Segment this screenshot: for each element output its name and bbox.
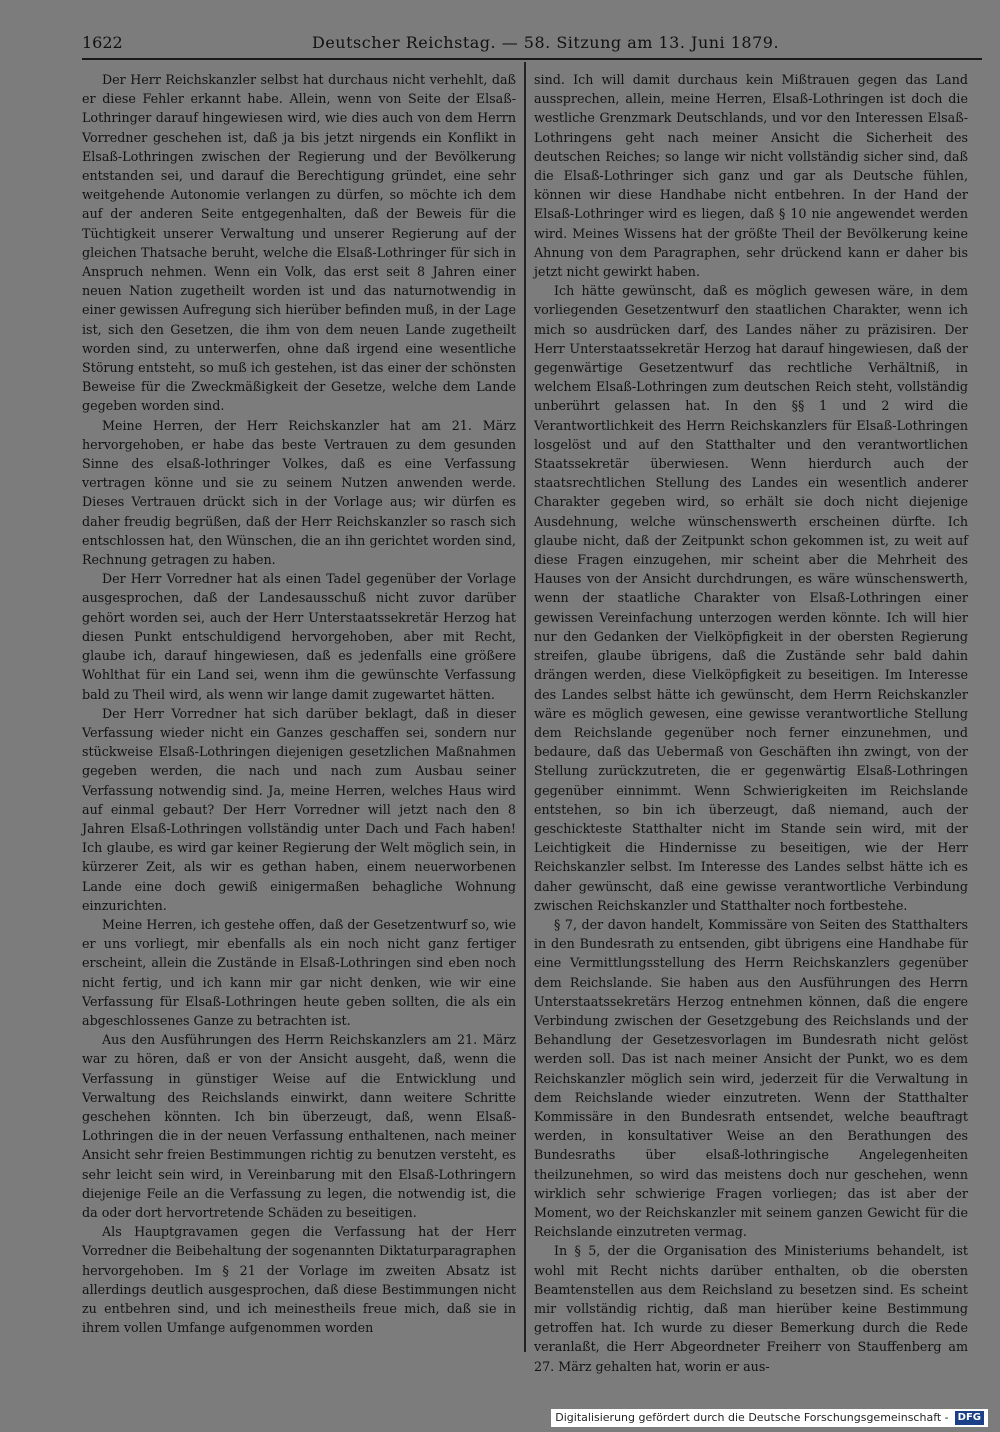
paragraph: Meine Herren, der Herr Reichskanzler hat am 21. März hervorgehoben, er habe das beste Vertrauen zu dem gesunden Sinne des elsaß-lothringer Volkes, daß es eine Verfassung vertragen könne und sie zu seinem Nutzen anwenden werde. Dieses Vertrauen drückt sich in der Vorlage aus; wir dürfen es daher freudig begrüßen, daß der Herr Reichskanzler so rasch sich entschlossen hat, den Wünschen, die an ihn gerichtet worden sind, Rechnung getragen zu haben. xyxy=(82,417,516,568)
paragraph: Der Herr Vorredner hat sich darüber beklagt, daß in dieser Verfassung wieder nicht ein Ganzes geschaffen sei, sondern nur stückweise Elsaß-Lothringen diejenigen gesetzlichen Maßnahmen gegeben werden, die nach und nach zum Ausbau seiner Verfassung notwendig sind. Ja, meine Herren, welches Haus wird auf einmal gebaut? Der Herr Vorredner will jetzt nach den 8 Jahren Elsaß-Lothringen vollständig unter Dach und Fach haben! Ich glaube, es wird gar keiner Regierung der Welt möglich sein, in kürzerer Zeit, als wir es gethan haben, einem neuerworbenen Lande eine doch gewiß einigermaßen behagliche Wohnung einzurichten. xyxy=(82,705,516,913)
paragraph: Der Herr Vorredner hat als einen Tadel gegenüber der Vorlage ausgesprochen, daß der Landesausschuß nicht zuvor darüber gehört worden sei, auch der Herr Unterstaatssekretär Herzog hat diesen Punkt entschuldigend hervorgehoben, aber mit Recht, glaube ich, darauf hingewiesen, daß es jedenfalls eine größere Wohlthat für ein Land sei, wenn ihm die gewünschte Verfassung bald zu Theil wird, als wenn wir lange damit zugewartet hätten. xyxy=(82,571,516,702)
page-number: 1622 xyxy=(82,33,123,52)
paragraph: Ich hätte gewünscht, daß es möglich gewesen wäre, in dem vorliegenden Gesetzentwurf den staatlichen Charakter, wenn ich mich so ausdrücken darf, des Landes näher zu präzisiren. Der Herr Unterstaatssekretär Herzog hat darauf hingewiesen, daß der gegenwärtige Gesetzentwurf das rechtliche Verhältniß, in welchem Elsaß-Lothringen zum deutschen Reich steht, vollständig unberührt gelassen hat. In den §§ 1 und 2 wird die Verantwortlichkeit des Herrn Reichskanzlers für Elsaß-Lothringen losgelöst und auf den Statthalter und den verantwortlichen Staatssekretär überwiesen. Wenn hierdurch auch der staatsrechtlichen Stellung des Landes ein wesentlich anderer Charakter gegeben wird, so erhält sie doch nicht diejenige Ausdehnung, welche wünschenswerth erscheinen dürfte. Ich glaube nicht, daß der Zeitpunkt schon gekommen ist, zu weit auf diese Fragen einzugehen, mir scheint aber die Mehrheit des Hauses von der Ansicht durchdrungen, es wäre wünschenswerth, wenn der staatliche Charakter von Elsaß-Lothringen einer gewissen Vereinfachung unterzogen werden könnte. Ich will hier nur den Gedanken der Vielköpfigkeit in der obersten Regierung streifen, glaube übrigens, daß die Zustände sehr bald dahin drängen werden, diese Vielköpfigkeit zu beseitigen. Im Interesse des Landes selbst hätte ich gewünscht, dem Herrn Reichskanzler wäre es möglich gewesen, eine gewisse verantwortliche Stellung dem Reichslande gegenüber noch ferner einzunehmen, und bedaure, daß das Uebermaß von Geschäften ihn zwingt, von der Stellung zurückzutreten, die er gegenwärtig Elsaß-Lothringen gegenüber einnimmt. Wenn Schwierigkeiten im Reichslande entstehen, so bin ich überzeugt, daß niemand, auch der geschickteste Statthalter nicht im Stande sein wird, mit der Leichtigkeit die Hindernisse zu beseitigen, wie der Herr Reichskanzler selbst. Im Interesse des Landes selbst hätte ich es daher gewünscht, daß eine gewisse verantwortliche Verbindung zwischen Reichskanzler und Statthalter noch fortbestehe. xyxy=(534,283,968,913)
right-column xyxy=(534,70,968,1374)
paragraph: sind. Ich will damit durchaus kein Mißtrauen gegen das Land aussprechen, allein, meine Herren, Elsaß-Lothringen ist doch die westliche Grenzmark Deutschlands, und vor den Interessen Elsaß-Lothringens geht nach meiner Ansicht die Sicherheit des deutschen Reiches; so lange wir nicht vollständig sicher sind, daß die Elsaß-Lothringer sich ganz und gar als Deutsche fühlen, können wir diese Handhabe nicht entbehren. In der Hand der Elsaß-Lothringer wird es liegen, daß § 10 nie angewendet werden wird. Meines Wissens hat der größte Theil der Bevölkerung keine Ahnung von dem Paragraphen, sehr drückend kann er daher bis jetzt nicht gewirkt haben. xyxy=(534,72,968,280)
credit-text: Digitalisierung gefördert durch die Deutsche Forschungsgemeinschaft - xyxy=(555,1411,949,1424)
paragraph: In § 5, der die Organisation des Ministeriums behandelt, ist wohl mit Recht nichts darüber enthalten, ob die obersten Beamtenstellen aus dem Reichsland zu besetzen sind. Es scheint mir vollständig richtig, daß man hierüber keine Bestimmung getroffen hat. Ich wurde zu dieser Bemerkung durch die Rede veranlaßt, die Herr Abgeordneter Freiherr von Stauffenberg am 27. März gehalten hat, worin er aus- xyxy=(534,1243,968,1374)
paragraph: Meine Herren, ich gestehe offen, daß der Gesetzentwurf so, wie er uns vorliegt, mir ebenfalls als ein noch nicht ganz fertiger erscheint, allein die Zustände in Elsaß-Lothringen sind eben noch nicht fertig, und ich kann mir gar nicht denken, wie wir eine Verfassung für Elsaß-Lothringen heute geben sollten, die als ein abgeschlossenes Ganze zu betrachten ist. xyxy=(82,916,516,1028)
header-rule xyxy=(82,58,982,60)
running-title: Deutscher Reichstag. — 58. Sitzung am 13. Juni 1879. xyxy=(312,33,780,52)
paragraph: § 7, der davon handelt, Kommissäre von Seiten des Statthalters in den Bundesrath zu entsenden, gibt übrigens eine Handhabe für eine Vermittlungsstellung des Herrn Reichskanzlers gegenüber dem Reichslande. Sie haben aus den Ausführungen des Herrn Unterstaatssekretärs Herzog entnehmen können, daß die engere Verbindung zwischen der Gesetzgebung des Reichslands und der Behandlung der Gesetzesvorlagen im Bundesrath nicht gelöst werden soll. Das ist nach meiner Ansicht der Punkt, wo es dem Reichskanzler möglich sein wird, jederzeit für die Verwaltung in dem Reichslande wieder einzutreten. Wenn der Statthalter Kommissäre in den Bundesrath entsendet, welche beauftragt werden, in konsultativer Weise an den Berathungen des Bundesraths über elsaß-lothringische Angelegenheiten theilzunehmen, so wird das meistens doch nur geschehen, wenn wirklich sehr schwierige Fragen vorliegen; das ist aber der Moment, wo der Reichskanzler mit seinem ganzen Gewicht für die Reichslande einzutreten vermag. xyxy=(534,916,968,1240)
digitization-credit xyxy=(551,1409,988,1427)
paragraph: Der Herr Reichskanzler selbst hat durchaus nicht verhehlt, daß er diese Fehler erkannt habe. Allein, wenn von Seite der Elsaß-Lothringer darauf hingewiesen wird, wie dies auch von dem Herrn Vorredner geschehen ist, daß ja bis jetzt nirgends ein Konflikt in Elsaß-Lothringen zwischen der Regierung und der Bevölkerung entstanden sei, und darauf die Berechtigung gründet, eine sehr weitgehende Autonomie verlangen zu dürfen, so möchte ich dem auf der anderen Seite entgegenhalten, daß der Beweis für die Tüchtigkeit unserer Verwaltung und unserer Regierung auf der gleichen Thatsache beruht, welche die Elsaß-Lothringer für sich in Anspruch nehmen. Wenn ein Volk, das erst seit 8 Jahren einer neuen Nation zugetheilt worden ist und das naturnotwendig in einer gewissen Aufregung sich hierüber befinden muß, in der Lage ist, sich den Gesetzen, die ihm von dem neuen Lande zugetheilt worden sind, zu unterwerfen, ohne daß irgend eine wesentliche Störung entsteht, so muß ich gestehen, ist das einer der schönsten Beweise für die Zweckmäßigkeit der Gesetze, welche dem Lande gegeben worden sind. xyxy=(82,72,516,414)
page-header xyxy=(82,30,982,56)
paragraph: Aus den Ausführungen des Herrn Reichskanzlers am 21. März war zu hören, daß er von der Ansicht ausgeht, daß, wenn die Verfassung in günstiger Weise auf die Entwicklung und Verwaltung des Reichslands einwirkt, dann weitere Schritte geschehen könnten. Ich bin überzeugt, daß, wenn Elsaß-Lothringen die in der neuen Verfassung enthaltenen, nach meiner Ansicht sehr freien Bestimmungen richtig zu benutzen versteht, es sehr leicht sein wird, in Vereinbarung mit den Elsaß-Lothringern diejenige Feile an die Verfassung zu legen, die notwendig ist, die da oder dort hervortretende Schäden zu beseitigen. xyxy=(82,1032,516,1220)
dfg-logo-icon: DFG xyxy=(955,1411,984,1425)
paragraph: Als Hauptgravamen gegen die Verfassung hat der Herr Vorredner die Beibehaltung der sogenannten Diktaturparagraphen hervorgehoben. Im § 21 der Vorlage im zweiten Absatz ist allerdings deutlich ausgesprochen, daß diese Bestimmungen nicht zu entbehren sind, und ich meinestheils freue mich, daß sie in ihrem vollen Umfange aufgenommen worden xyxy=(82,1224,516,1336)
column-divider xyxy=(524,62,526,1352)
left-column xyxy=(82,70,516,1360)
